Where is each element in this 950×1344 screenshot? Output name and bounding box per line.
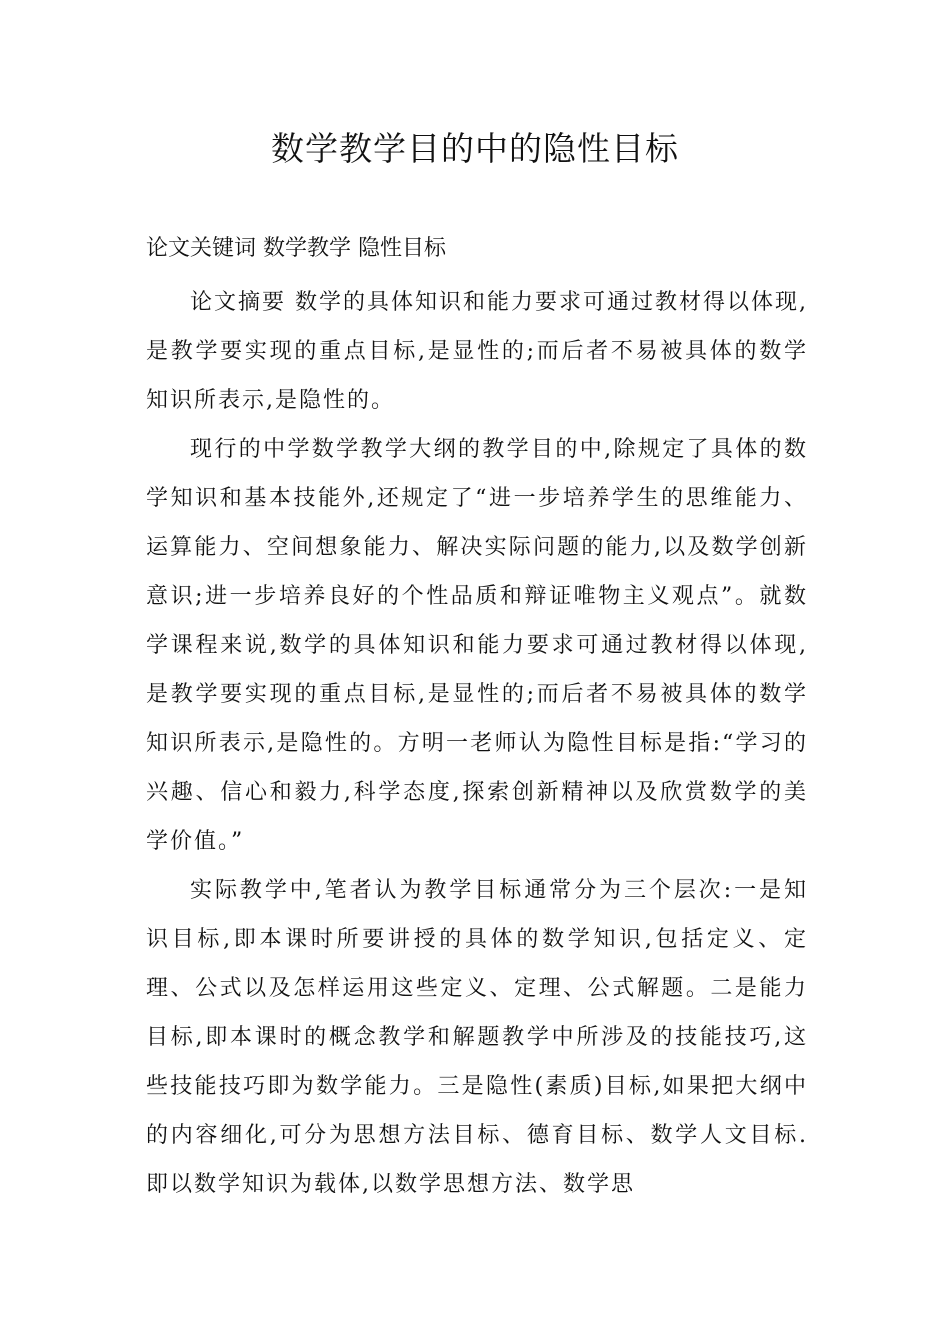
body-paragraph: 实际教学中,笔者认为教学目标通常分为三个层次:一是知识目标,即本课时所要讲授的具体的数学知识,包括定义、定理、公式以及怎样运用这些定义、定理、公式解题。二是能力目标,即本课时的概念教学和解题教学中所涉及的技能技巧,这些技能技巧即为数学能力。三是隐性(素质)目标,如果把大纲中的内容细化,可分为思想方法目标、德育目标、数学人文目标.即以数学知识为载体,以数学思想方法、数学思 bbox=[146, 878, 808, 1197]
document-body bbox=[146, 226, 808, 1209]
abstract-paragraph: 论文摘要 数学的具体知识和能力要求可通过教材得以体现,是教学要实现的重点目标,是显性的;而后者不易被具体的数学知识所表示,是隐性的。 bbox=[146, 290, 808, 413]
body-paragraph: 现行的中学数学教学大纲的教学目的中,除规定了具体的数学知识和基本技能外,还规定了“进一步培养学生的思维能力、运算能力、空间想象能力、解决实际问题的能力,以及数学创新意识;进一步培养良好的个性品质和辩证唯物主义观点”。就数学课程来说,数学的具体知识和能力要求可通过教材得以体现,是教学要实现的重点目标,是显性的;而后者不易被具体的数学知识所表示,是隐性的。方明一老师认为隐性目标是指:“学习的兴趣、信心和毅力,科学态度,探索创新精神以及欣赏数学的美学价值。” bbox=[146, 437, 808, 854]
document-title: 数学教学目的中的隐性目标 bbox=[271, 129, 679, 168]
keywords-line: 论文关键词 数学教学 隐性目标 bbox=[146, 236, 446, 261]
